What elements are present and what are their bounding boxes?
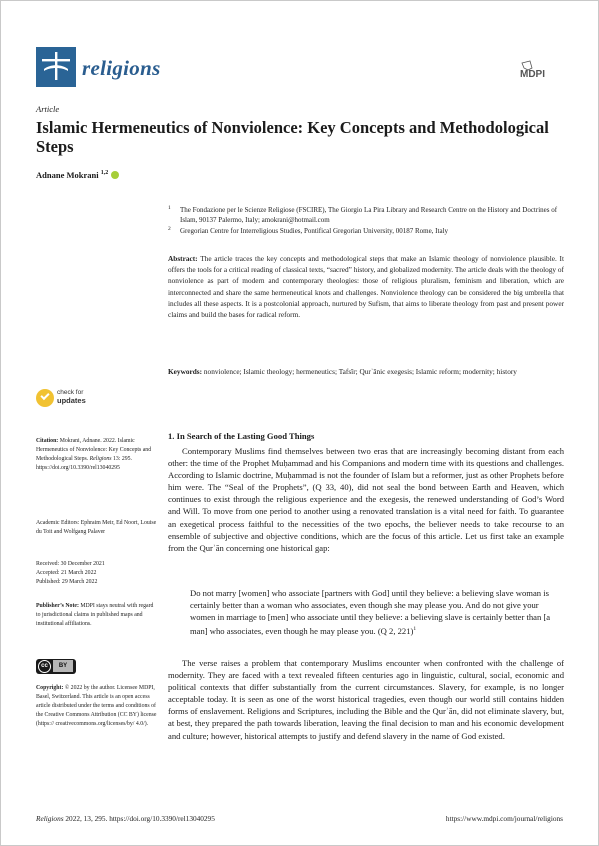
accepted-date: Accepted: 21 March 2022	[36, 570, 97, 577]
orcid-icon[interactable]	[111, 171, 119, 179]
keywords-text: nonviolence; Islamic theology; hermeneutics; Tafsīr; Qurʾānic exegesis; Islamic reform; modernity; history	[203, 367, 517, 376]
quote-text: Do not marry [women] who associate [partners with God] until they believe: a believing slave woman is certainly better than a woman who associates, even though she may please you. And do not give your women in marriage to [men] who associate until they believe: a believing slave is certainly better than [a man] who associates, even though he may please you. (Q 2, 221)	[190, 588, 551, 637]
abstract	[168, 253, 564, 320]
copyright-block	[36, 684, 158, 729]
footer-journal: Religions	[36, 814, 64, 823]
author-line	[36, 170, 119, 180]
academic-editors: Academic Editors: Ephraim Meir, Ed Noort, Louise du Toit and Wolfgang Palaver	[36, 520, 157, 536]
body-paragraph-1	[168, 445, 564, 554]
dates-block	[36, 560, 158, 587]
footnote-ref[interactable]: 1	[413, 626, 417, 633]
affiliation-text: The Fondazione per le Scienze Religiose (FSCIRE), The Giorgio La Pira Library and Research Centre on the History and Doctrines of Islam, 90137 Palermo, Italy; amokrani@hotmail.com	[180, 206, 558, 224]
body-paragraph-2	[168, 657, 564, 742]
published-date: Published: 29 March 2022	[36, 579, 98, 586]
check-updates-line2: updates	[57, 395, 86, 405]
by-icon: BY	[53, 660, 73, 672]
author-name: Adnane Mokrani	[36, 170, 99, 180]
publisher-note-text: MDPI stays neutral with regard to jurisdictional claims in published maps and institutional affiliations.	[36, 603, 154, 628]
section-heading: 1. In Search of the Lasting Good Things	[168, 431, 315, 441]
cc-by-license-icon[interactable]	[36, 659, 76, 674]
citation-tail[interactable]: 13: 295. https://doi.org/10.3390/rel13040295	[36, 456, 132, 472]
article-title: Islamic Hermeneutics of Nonviolence: Key Concepts and Methodological Steps	[36, 118, 549, 156]
check-updates-line1: check for	[57, 389, 84, 396]
quran-quote	[190, 587, 558, 637]
abstract-label: Abstract:	[168, 254, 198, 263]
affiliation-number: 2	[168, 226, 171, 232]
check-for-updates-button[interactable]	[36, 387, 106, 411]
check-updates-text	[57, 389, 86, 404]
footer-ref[interactable]: 2022, 13, 295. https://doi.org/10.3390/rel13040295	[65, 814, 215, 823]
abstract-text: The article traces the key concepts and methodological steps that make an Islamic theology of nonviolence plausible. It offers the tools for a critical reading of classical texts, “sacred” history, and globalized modernity. The article deals with the theology of nonviolence as part of modern and contemporary theologies: those of religious pluralism, feminism and liberation, which are interconnected and share the same hermeneutical knots and challenges. Nonviolence theology can be considered the big umbrella that includes all these aspects. It is a postcolonial approach, nurtured by Sufism, that aims to liberate theology from past and present power claims and build the bases for radical reform.	[168, 254, 564, 320]
copyright-label: Copyright:	[36, 685, 64, 691]
citation-label: Citation:	[36, 438, 59, 444]
citation-block	[36, 437, 158, 473]
affiliation-1	[168, 205, 563, 225]
journal-name: religions	[82, 56, 161, 80]
article-type: Article	[36, 104, 60, 114]
footer-citation	[36, 814, 215, 823]
publisher-note	[36, 602, 158, 629]
citation-journal: Religions	[89, 456, 112, 463]
affiliation-number: 1	[168, 205, 171, 211]
cc-icon: cc	[38, 660, 51, 673]
paragraph-text: The verse raises a problem that contemporary Muslims encounter when confronted with the challenge of modernity. They are faced with a text revealed fifteen centuries ago in linguistic, cultural, social, economic and political contexts that differ substantially from the current circumstances. Slavery, for example, is no longer acceptable today. It is seen as one of the worst historical tragedies, even though our world still contains hidden forms of enslavement. Religions and Scriptures, including the Bible and the Qurʾān, did not eliminate slavery, but, at best, they prepared the path towards liberation, leaving the final decision to man and his economic development and culture; however, historical attempts to justify and defend slavery in the name of God existed.	[168, 658, 564, 741]
publisher-note-label: Publisher’s Note:	[36, 603, 79, 609]
journal-logo-icon	[36, 47, 76, 87]
received-date: Received: 30 December 2021	[36, 561, 105, 567]
author-affiliation-sup: 1,2	[100, 170, 109, 177]
keywords	[168, 366, 564, 377]
mdpi-logo-icon	[518, 60, 560, 80]
keywords-label: Keywords:	[168, 367, 203, 376]
copyright-text: © 2022 by the author. Licensee MDPI, Basel, Switzerland. This article is an open access article distributed under the terms and conditions of the Creative Commons Attribution (CC BY) license (https:// creativecommons.org/licenses/by/ 4.0/).	[36, 685, 157, 728]
checkmark-icon	[36, 389, 54, 407]
affiliation-2	[168, 226, 563, 236]
citation-text: Mokrani, Adnane. 2022. Islamic Hermeneutics of Nonviolence: Key Concepts and Methodological Steps.	[36, 438, 152, 463]
footer-journal-url[interactable]: https://www.mdpi.com/journal/religions	[445, 814, 563, 823]
paragraph-text: Contemporary Muslims find themselves between two eras that are increasingly becoming distant from each other: the time of the Prophet Muḥammad and his Companions and modern time with its questions and challenges. According to Islamic doctrine, Muḥammad is not the founder of Islam but a reformer, just as other Prophets before him were. The “Seal of the Prophets”, (Q 33, 40), did not seal the bond between Earth and Heaven, which continues to exist through the religious experience and the exegesis, the renewed understanding of God’s Word and Will. To move from one period to another using a renovated translation is a vital need for faith. To guarantee an exegetical process faithful to the necessities of the two epochs, the believer needs to take recourse to an ensemble of subjective and objective conditions, which are the focus of this article. Let us first take an example from the Qurʾān concerning one historical gap:	[168, 446, 564, 553]
mdpi-logo-text: MDPI	[520, 69, 545, 80]
affiliation-text: Gregorian Centre for Interreligious Studies, Pontifical Gregorian University, 00187 Rome, Italy	[180, 227, 449, 235]
